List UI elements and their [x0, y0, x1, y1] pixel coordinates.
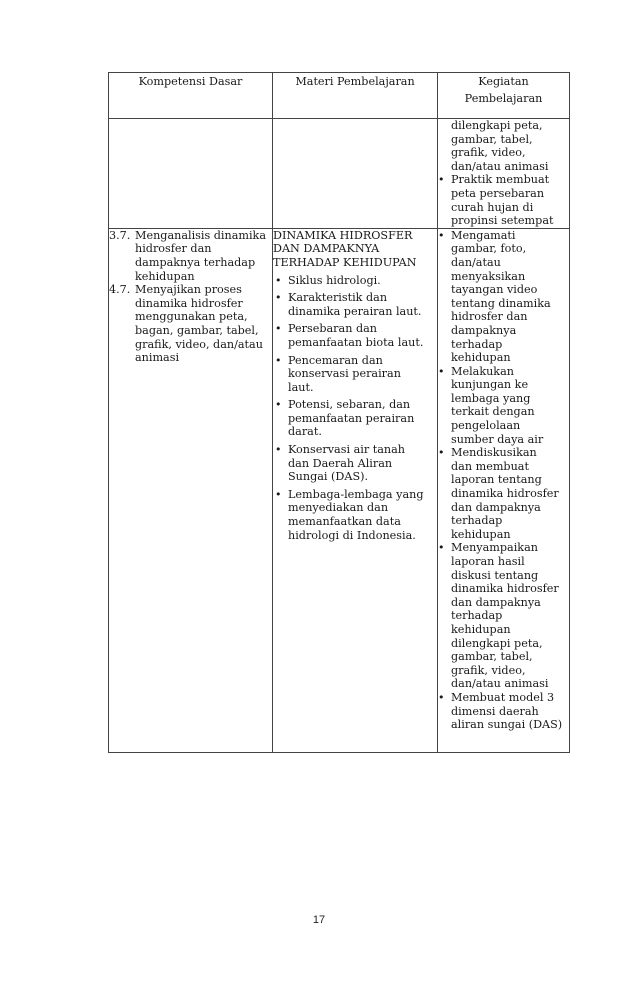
- syllabus-table: [108, 72, 570, 753]
- list-item: [273, 488, 437, 542]
- text-line: tentang dinamika: [451, 296, 551, 310]
- text-line: peta persebaran: [451, 186, 545, 200]
- text-line: laporan tentang: [451, 473, 542, 487]
- text-line: gambar, tabel,: [451, 132, 533, 146]
- text-line: dinamika hidrosfer: [451, 582, 559, 596]
- list-item: [273, 354, 437, 395]
- list-item: [438, 173, 569, 227]
- text-line: dampaknya: [451, 323, 517, 337]
- text-line: tayangan video: [451, 283, 538, 297]
- text-line: animasi: [135, 351, 180, 365]
- text-line: laporan hasil: [451, 555, 525, 568]
- continuation-row: [109, 119, 570, 229]
- text-line: dan/atau animasi: [451, 677, 549, 691]
- text-line: kehidupan: [451, 351, 511, 365]
- text-line: lembaga yang: [451, 391, 531, 405]
- text-line: dimensi daerah: [451, 704, 539, 718]
- kompetensi-item: [109, 229, 272, 283]
- list-item-text: [451, 541, 569, 691]
- text-line: terkait dengan: [451, 405, 535, 419]
- bullet-icon: •: [438, 690, 445, 704]
- text-line: gambar, foto,: [451, 242, 527, 256]
- bullet-icon: •: [275, 322, 282, 336]
- kompetensi-number: 4.7.: [109, 283, 131, 297]
- list-item-text: [288, 398, 437, 439]
- bullet-icon: •: [275, 273, 282, 287]
- text-line: dan dampaknya: [451, 500, 541, 514]
- list-item-text: [288, 354, 437, 395]
- header-kegiatan-pembelajaran: Kegiatan Pembelajaran: [438, 73, 570, 119]
- kegiatan-pembelajaran-cell: [438, 228, 570, 752]
- materi-list: [273, 274, 437, 543]
- text-line: curah hujan di: [451, 200, 534, 214]
- text-line: pemanfaatan perairan: [288, 411, 415, 425]
- page-number: 17: [312, 914, 326, 926]
- text-line: Karakteristik dan: [288, 291, 388, 305]
- text-line: kehidupan: [135, 269, 195, 283]
- kompetensi-number: 3.7.: [109, 228, 131, 242]
- text-line: DINAMIKA HIDROSFER: [273, 228, 413, 242]
- list-item: [273, 322, 437, 349]
- text-line: diskusi tentang: [451, 568, 539, 582]
- text-line: menggunakan peta,: [135, 310, 248, 324]
- list-item: [438, 446, 569, 541]
- list-item: [438, 229, 569, 365]
- kompetensi-text: [135, 229, 272, 283]
- text-line: darat.: [288, 425, 322, 439]
- text-line: DAN DAMPAKNYA: [273, 242, 380, 256]
- bullet-icon: •: [275, 443, 282, 457]
- text-line: Menyampaikan: [451, 541, 538, 555]
- header-kompetensi-dasar: Kompetensi Dasar: [109, 73, 273, 119]
- text-line: dilengkapi peta,: [451, 636, 543, 650]
- list-item-text: [451, 229, 569, 365]
- text-line: TERHADAP KEHIDUPAN: [273, 255, 417, 269]
- list-item: [273, 443, 437, 484]
- text-line: grafik, video,: [451, 146, 526, 160]
- text-line: hidrologi di Indonesia.: [288, 528, 416, 542]
- list-item-text: [288, 488, 437, 542]
- text-line: dampaknya terhadap: [135, 255, 256, 269]
- bullet-icon: •: [438, 446, 445, 460]
- text-line: dilengkapi peta,: [451, 119, 543, 132]
- text-line: Pencemaran dan: [288, 353, 383, 367]
- text-line: pengelolaan: [451, 419, 521, 433]
- text-line: dinamika hidrosfer: [135, 296, 243, 310]
- list-item: [438, 691, 569, 732]
- kompetensi-item: [109, 283, 272, 365]
- text-line: dinamika hidrosfer: [451, 487, 559, 501]
- header-row: [109, 73, 570, 119]
- text-line: Menganalisis dinamika: [135, 228, 267, 242]
- text-line: pemanfaatan biota laut.: [288, 335, 424, 349]
- list-item-text: [288, 443, 437, 484]
- text-line: Praktik membuat: [451, 173, 550, 187]
- materi-pembelajaran-cell: [273, 228, 438, 752]
- list-item-text: [451, 691, 569, 732]
- text-line: grafik, video, dan/atau: [135, 337, 263, 351]
- list-item: [273, 274, 437, 288]
- bullet-icon: •: [275, 291, 282, 305]
- bullet-icon: •: [275, 398, 282, 412]
- text-line: Mendiskusikan: [451, 446, 537, 460]
- header-materi-pembelajaran: Materi Pembelajaran: [273, 73, 438, 119]
- text-line: hidrosfer dan: [451, 310, 528, 324]
- bullet-icon: •: [438, 228, 445, 242]
- text-line: Melakukan: [451, 364, 514, 378]
- text-line: terhadap: [451, 337, 503, 351]
- text-line: sumber daya air: [451, 432, 544, 446]
- text-line: Potensi, sebaran, dan: [288, 398, 411, 412]
- text-line: kunjungan ke: [451, 378, 529, 392]
- text-line: dinamika perairan laut.: [288, 304, 422, 318]
- list-item-text: [288, 291, 437, 318]
- text-line: terhadap: [451, 514, 503, 528]
- text-line: menyediakan dan: [288, 501, 389, 515]
- cont-kegiatan-cell: [438, 119, 570, 229]
- text-line: konservasi perairan: [288, 367, 401, 381]
- text-line: menyaksikan: [451, 269, 526, 283]
- text-line: Persebaran dan: [288, 322, 378, 336]
- kegiatan-continued-text: [438, 119, 569, 173]
- list-item-text: [288, 274, 437, 288]
- list-item: [273, 291, 437, 318]
- text-line: aliran sungai (DAS): [451, 718, 563, 732]
- text-line: dan/atau: [451, 255, 501, 269]
- text-line: kehidupan: [451, 622, 511, 636]
- main-row: [109, 228, 570, 752]
- text-line: Sungai (DAS).: [288, 470, 369, 484]
- cont-kompetensi-cell: [109, 119, 273, 229]
- text-line: Mengamati: [451, 228, 516, 242]
- text-line: dan/atau animasi: [451, 159, 549, 173]
- text-line: Lembaga-lembaga yang: [288, 487, 424, 501]
- bullet-icon: •: [275, 353, 282, 367]
- kegiatan-continued-list: [438, 173, 569, 227]
- text-line: gambar, tabel,: [451, 650, 533, 664]
- cont-materi-cell: [273, 119, 438, 229]
- list-item: [273, 398, 437, 439]
- text-line: kehidupan: [451, 527, 511, 541]
- bullet-icon: •: [438, 541, 445, 555]
- text-line: dan Daerah Aliran: [288, 456, 393, 470]
- list-item-text: [451, 365, 569, 447]
- kompetensi-dasar-cell: [109, 228, 273, 752]
- list-item-text: [288, 322, 437, 349]
- text-line: Menyajikan proses: [135, 283, 242, 297]
- kompetensi-text: [135, 283, 272, 365]
- text-line: terhadap: [451, 609, 503, 623]
- list-item-text: [451, 446, 569, 541]
- text-line: laut.: [288, 380, 314, 394]
- list-item: [438, 365, 569, 447]
- text-line: Membuat model 3: [451, 690, 555, 704]
- text-line: grafik, video,: [451, 663, 526, 677]
- text-line: bagan, gambar, tabel,: [135, 323, 259, 337]
- bullet-icon: •: [438, 173, 445, 187]
- bullet-icon: •: [275, 487, 282, 501]
- list-item: [438, 541, 569, 691]
- text-line: hidrosfer dan: [135, 242, 212, 256]
- text-line: dan dampaknya: [451, 595, 541, 609]
- text-line: Konservasi air tanah: [288, 443, 405, 457]
- text-line: Siklus hidrologi.: [288, 273, 381, 287]
- materi-title: [273, 229, 437, 270]
- text-line: memanfaatkan data: [288, 515, 401, 529]
- text-line: dan membuat: [451, 459, 529, 473]
- kegiatan-list: [438, 229, 569, 732]
- bullet-icon: •: [438, 364, 445, 378]
- text-line: propinsi setempat: [451, 214, 554, 228]
